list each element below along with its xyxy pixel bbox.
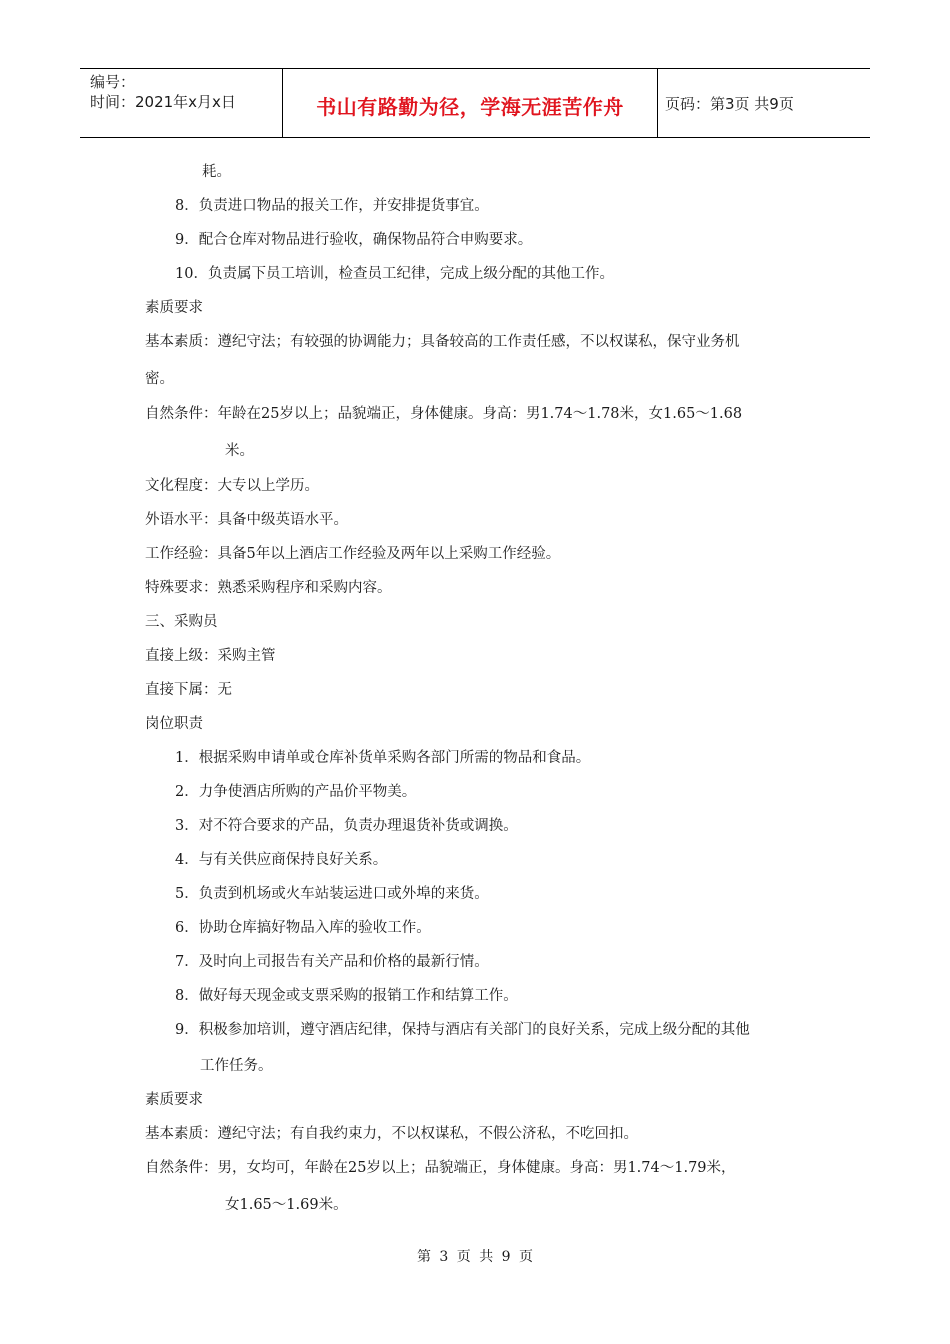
text-line: 自然条件：年龄在25岁以上；品貌端正，身体健康。身高：男1.74～1.78米，女1.65～1.68 [145,406,743,422]
page-footer: 第 3 页 共 9 页 [416,1249,534,1265]
text-line: 特殊要求：熟悉采购程序和采购内容。 [145,580,392,596]
page-header [80,68,870,138]
header-motto-cell [282,69,658,137]
text-line: 直接下属：无 [145,682,232,698]
text-line: 米。 [225,443,254,459]
section-heading: 三、采购员 [145,614,218,630]
section-heading: 素质要求 [145,300,203,316]
text-line: 密。 [145,371,174,387]
list-item: 9．配合仓库对物品进行验收，确保物品符合申购要求。 [175,232,533,248]
section-heading: 素质要求 [145,1092,203,1108]
time-label: 时间：2021年x月x日 [90,93,236,111]
list-item: 8．做好每天现金或支票采购的报销工作和结算工作。 [175,988,518,1004]
list-item: 3．对不符合要求的产品，负责办理退货补货或调换。 [175,818,518,834]
list-item: 6．协助仓库搞好物品入库的验收工作。 [175,920,431,936]
motto: 书山有路勤为径，学海无涯苦作舟 [316,95,624,119]
text-line: 基本素质：遵纪守法；有较强的协调能力；具备较高的工作责任感，不以权谋私，保守业务机 [145,334,740,350]
text-line: 女1.65～1.69米。 [225,1197,348,1213]
header-right-cell [657,69,870,137]
page-info: 页码：第3页 共9页 [665,95,794,113]
list-item: 4．与有关供应商保持良好关系。 [175,852,388,868]
number-label: 编号： [90,73,136,91]
text-line: 直接上级：采购主管 [145,648,276,664]
list-item: 2．力争使酒店所购的产品价平物美。 [175,784,417,800]
list-item: 7．及时向上司报告有关产品和价格的最新行情。 [175,954,489,970]
text-line: 工作经验：具备5年以上酒店工作经验及两年以上采购工作经验。 [145,546,561,562]
text-line: 文化程度：大专以上学历。 [145,478,319,494]
text-line: 工作任务。 [200,1058,273,1074]
list-item: 1．根据采购申请单或仓库补货单采购各部门所需的物品和食品。 [175,750,591,766]
list-item: 10．负责属下员工培训，检查员工纪律，完成上级分配的其他工作。 [175,266,614,282]
section-heading: 岗位职责 [145,716,203,732]
text-line: 基本素质：遵纪守法；有自我约束力，不以权谋私，不假公济私，不吃回扣。 [145,1126,638,1142]
text-line: 自然条件：男，女均可，年龄在25岁以上；品貌端正，身体健康。身高：男1.74～1.79米， [145,1160,736,1176]
text-line: 耗。 [202,164,231,180]
list-item: 8．负责进口物品的报关工作，并安排提货事宜。 [175,198,489,214]
header-left-cell [80,69,282,137]
text-line: 外语水平：具备中级英语水平。 [145,512,348,528]
list-item: 9．积极参加培训，遵守酒店纪律，保持与酒店有关部门的良好关系，完成上级分配的其他 [175,1022,750,1038]
list-item: 5．负责到机场或火车站装运进口或外埠的来货。 [175,886,489,902]
